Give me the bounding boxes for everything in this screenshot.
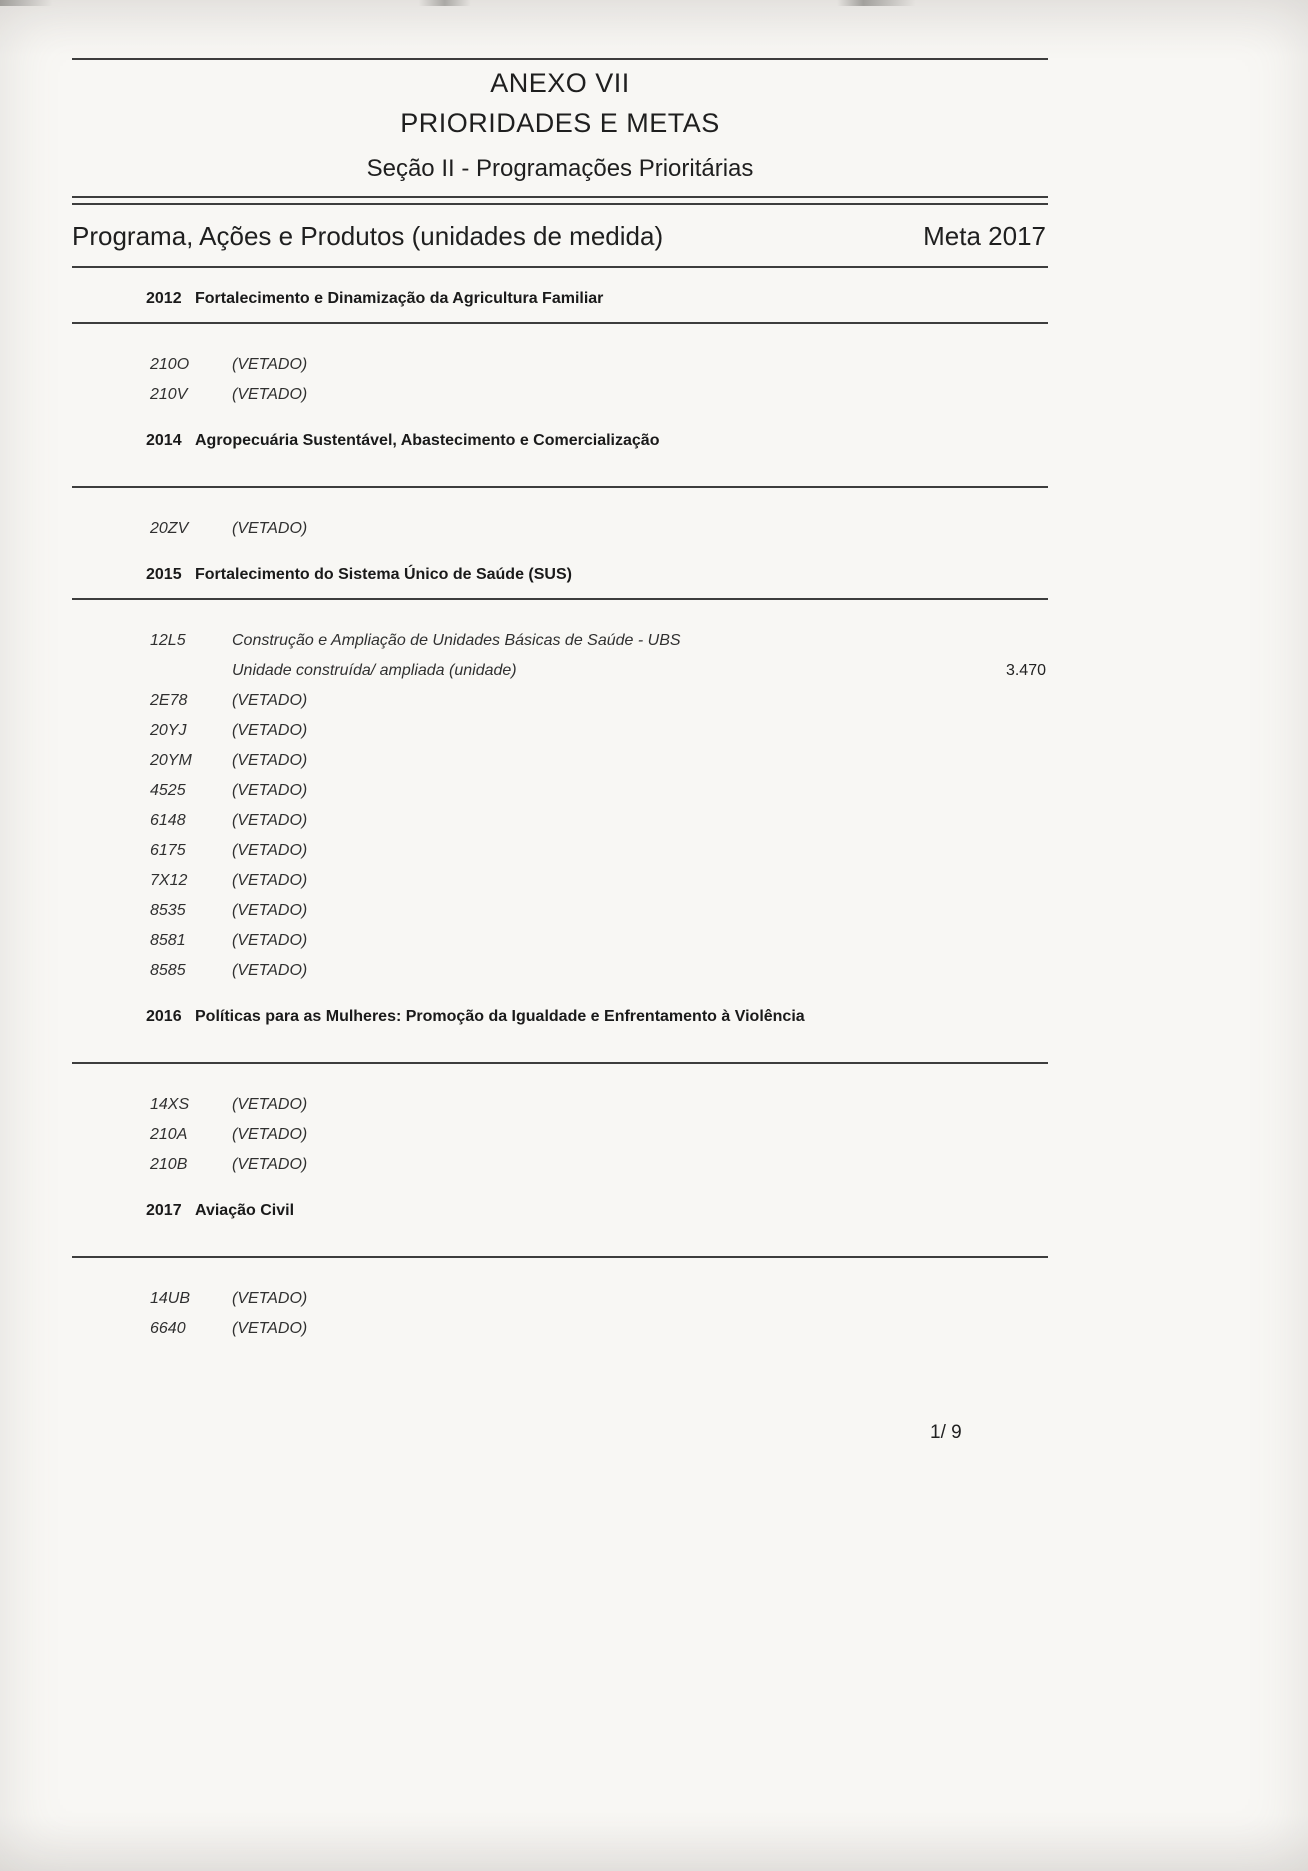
- program-code: 2014: [146, 432, 182, 449]
- action-row: [72, 776, 1048, 806]
- action-code: 6175: [150, 842, 186, 859]
- section-divider-1: [72, 196, 1048, 198]
- action-code: 2E78: [150, 692, 188, 709]
- program-row: [72, 1002, 1048, 1032]
- action-row: [72, 806, 1048, 836]
- product-description: Unidade construída/ ampliada (unidade): [232, 662, 517, 679]
- action-row: [72, 626, 1048, 656]
- action-row: [72, 716, 1048, 746]
- action-row: [72, 896, 1048, 926]
- action-row: [72, 380, 1048, 410]
- page-number: 1/ 9: [930, 1422, 962, 1443]
- action-code: 20YJ: [150, 722, 187, 739]
- action-text: (VETADO): [232, 872, 308, 889]
- action-row: [72, 350, 1048, 380]
- action-text: (VETADO): [232, 902, 308, 919]
- action-code: 14UB: [150, 1290, 191, 1307]
- action-code: 6640: [150, 1320, 186, 1337]
- action-text: (VETADO): [232, 752, 308, 769]
- action-text: (VETADO): [232, 1290, 308, 1307]
- action-code: 14XS: [150, 1096, 190, 1113]
- action-code: 210V: [150, 386, 188, 403]
- program-row: [72, 284, 1048, 314]
- action-text: (VETADO): [232, 356, 308, 373]
- action-code: 210B: [150, 1156, 188, 1173]
- table-header-divider: [72, 266, 1048, 268]
- action-code: 210O: [150, 356, 190, 373]
- program-divider: [72, 1062, 1048, 1064]
- action-text: (VETADO): [232, 692, 308, 709]
- top-divider: [72, 58, 1048, 60]
- page-content: [72, 0, 1048, 1344]
- action-code: 4525: [150, 782, 186, 799]
- action-code: 20YM: [150, 752, 192, 769]
- product-row: [72, 656, 1048, 686]
- action-text: (VETADO): [232, 722, 308, 739]
- program-divider: [72, 486, 1048, 488]
- action-text: (VETADO): [232, 782, 308, 799]
- document-section-title: Seção II - Programações Prioritárias: [366, 155, 754, 182]
- action-code: 8585: [150, 962, 186, 979]
- action-code: 12L5: [150, 632, 186, 649]
- action-row: [72, 686, 1048, 716]
- action-text: (VETADO): [232, 520, 308, 537]
- program-title: Aviação Civil: [195, 1202, 295, 1219]
- program-code: 2017: [146, 1202, 182, 1219]
- program-title: Fortalecimento do Sistema Único de Saúde (SUS): [195, 566, 572, 583]
- program-row: [72, 1196, 1048, 1226]
- action-code: 6148: [150, 812, 186, 829]
- program-title: Agropecuária Sustentável, Abastecimento e Comercialização: [195, 432, 660, 449]
- action-code: 210A: [150, 1126, 188, 1143]
- action-text: (VETADO): [232, 386, 308, 403]
- program-code: 2015: [146, 566, 182, 583]
- action-text: (VETADO): [232, 1156, 308, 1173]
- program-divider: [72, 1256, 1048, 1258]
- action-code: 8535: [150, 902, 186, 919]
- action-row: [72, 1090, 1048, 1120]
- document-title-line1: ANEXO VII: [490, 68, 630, 98]
- program-code: 2012: [146, 290, 182, 307]
- action-text: (VETADO): [232, 1096, 308, 1113]
- document-title-line2: PRIORIDADES E METAS: [400, 108, 720, 138]
- meta-value: 3.470: [1005, 662, 1046, 679]
- program-title: Políticas para as Mulheres: Promoção da Igualdade e Enfrentamento à Violência: [195, 1008, 805, 1025]
- action-text: (VETADO): [232, 842, 308, 859]
- action-row: [72, 956, 1048, 986]
- program-title: Fortalecimento e Dinamização da Agricultura Familiar: [195, 290, 604, 307]
- action-row: [72, 746, 1048, 776]
- action-text: (VETADO): [232, 962, 308, 979]
- action-text: (VETADO): [232, 932, 308, 949]
- table-header-left: Programa, Ações e Produtos (unidades de medida): [72, 221, 664, 251]
- program-row: [72, 560, 1048, 590]
- action-row: [72, 1284, 1048, 1314]
- action-text: Construção e Ampliação de Unidades Básicas de Saúde - UBS: [232, 632, 681, 649]
- table-header-right: Meta 2017: [923, 221, 1046, 251]
- action-row: [72, 1314, 1048, 1344]
- action-row: [72, 514, 1048, 544]
- action-code: 8581: [150, 932, 186, 949]
- program-divider: [72, 598, 1048, 600]
- action-row: [72, 866, 1048, 896]
- action-text: (VETADO): [232, 1320, 308, 1337]
- action-code: 7X12: [150, 872, 188, 889]
- action-code: 20ZV: [150, 520, 189, 537]
- action-row: [72, 926, 1048, 956]
- action-text: (VETADO): [232, 1126, 308, 1143]
- action-text: (VETADO): [232, 812, 308, 829]
- action-row: [72, 836, 1048, 866]
- program-row: [72, 426, 1048, 456]
- action-row: [72, 1150, 1048, 1180]
- program-code: 2016: [146, 1008, 182, 1025]
- action-row: [72, 1120, 1048, 1150]
- table-header: [72, 205, 1048, 266]
- table-body: [72, 284, 1048, 1344]
- program-divider: [72, 322, 1048, 324]
